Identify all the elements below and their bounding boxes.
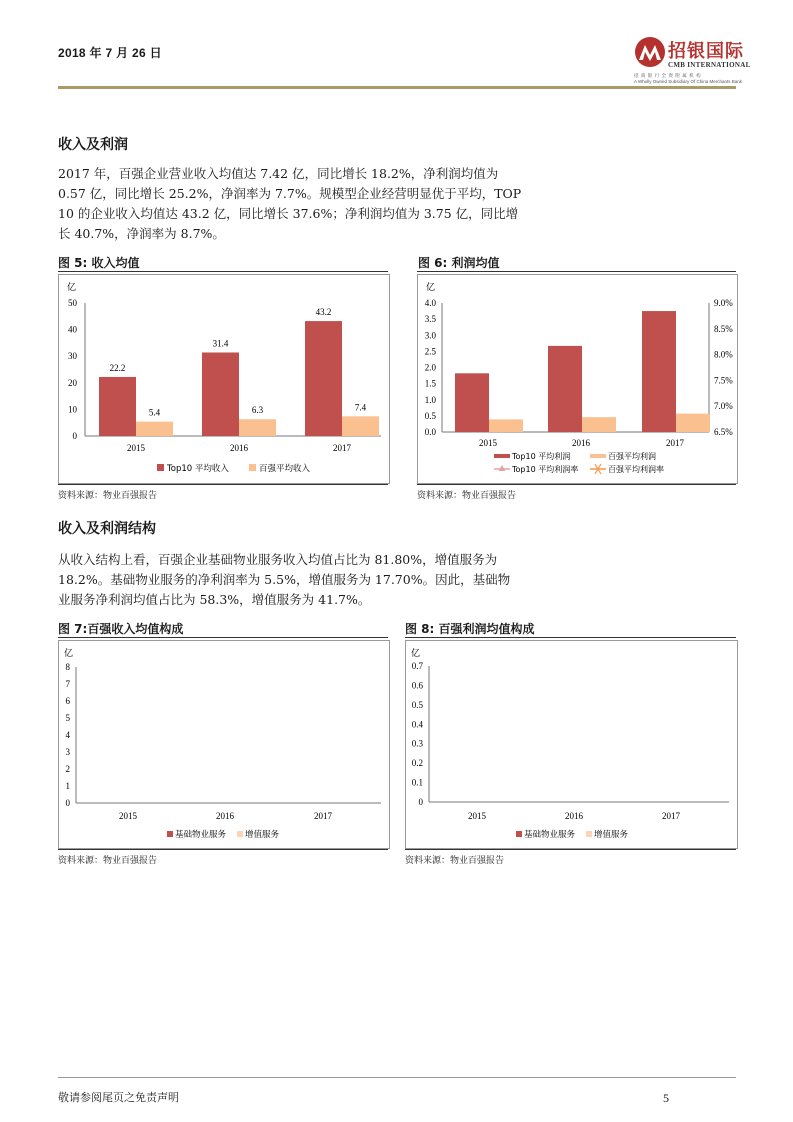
fig6-bars <box>455 311 710 432</box>
fig6-bar-top100-2015 <box>489 419 523 432</box>
fig7-total-2016 <box>219 641 231 643</box>
fig6-bottom-rule <box>417 484 736 485</box>
fig8-xtick: 2016 <box>565 811 583 821</box>
fig6-legend-swatch <box>494 454 510 458</box>
fig7-pct-vas-2016 <box>261 641 284 643</box>
fig6-ytick: 1.0 <box>424 394 436 405</box>
fig7-unit-label: 亿 <box>64 649 74 659</box>
fig6-source: 资料来源：物业百强报告 <box>417 491 517 501</box>
fig8-xtick: 2015 <box>468 811 486 821</box>
fig5-xtick: 2016 <box>230 443 248 453</box>
fig5-unit-label: 亿 <box>67 283 77 293</box>
fig7-ytick: 0 <box>65 798 70 808</box>
fig6-label-top10-2015 <box>464 275 480 277</box>
fig5-title-rule <box>58 271 388 272</box>
fig7-xtick: 2016 <box>216 811 234 821</box>
fig8-total-labels <box>469 641 679 643</box>
fig6-title: 图 6: 利润均值 <box>418 256 500 270</box>
fig5-xtick: 2017 <box>333 443 351 453</box>
fig8-xtick: 2017 <box>662 811 680 821</box>
fig6-ytick: 2.0 <box>424 362 436 373</box>
fig6-legend-label: 百强平均利润 <box>608 452 656 461</box>
fig6-legend-swatch <box>590 454 606 458</box>
text-line: 2017 年，百强企业营业收入均值达 7.42 亿，同比增长 18.2%，净利润均值为 <box>58 166 499 181</box>
fig6-bar-top10-2015 <box>455 373 489 432</box>
fig6-ytick: 2.5 <box>424 346 436 357</box>
text-line: 10 的企业收入均值达 43.2 亿，同比增长 37.6%；净利润均值为 3.75 亿，同比增 <box>58 206 519 221</box>
section-title-income-profit-structure: 收入及利润结构 <box>58 521 156 537</box>
fig7-chart <box>58 640 390 849</box>
section1-paragraph <box>58 164 530 244</box>
fig5-svg <box>59 275 389 483</box>
fig8-axes <box>412 661 729 821</box>
fig6-ytick: 3.5 <box>424 314 436 325</box>
fig6-bar-top100-2017 <box>676 414 710 432</box>
fig6-xtick: 2016 <box>572 438 590 448</box>
fig5-legend-swatch <box>249 464 256 471</box>
text-line: 业服务净利润均值占比为 58.3%，增值服务为 41.7%。 <box>58 592 371 607</box>
fig5-bar-top100-2016 <box>239 419 276 436</box>
fig6-svg <box>418 275 737 483</box>
fig5-ytick: 0 <box>72 431 77 441</box>
fig8-legend-swatch <box>586 831 592 837</box>
fig8-title-rule <box>405 637 736 638</box>
fig7-legend-label: 基础物业服务 <box>175 830 227 840</box>
fig5-chart <box>58 274 390 484</box>
fig6-ytick: 0.5 <box>424 410 436 421</box>
fig6-label-top100-2015 <box>498 275 514 277</box>
fig6-label-top10-2017 <box>651 275 667 277</box>
fig5-legend <box>157 463 311 474</box>
fig7-legend-label: 增值服务 <box>245 830 280 840</box>
fig6-label-top100-margin-2017 <box>678 275 697 277</box>
fig5-ytick: 20 <box>68 377 77 388</box>
fig5-bar-top100-2017 <box>342 416 379 436</box>
fig8-legend-label: 基础物业服务 <box>524 830 576 840</box>
cmb-logo-icon <box>634 36 666 68</box>
fig8-unit-label: 亿 <box>411 649 421 659</box>
fig6-y2tick: 7.5% <box>714 375 733 386</box>
fig6-legend <box>494 451 664 474</box>
fig6-xtick: 2015 <box>479 438 497 448</box>
fig5-ytick: 10 <box>68 404 77 415</box>
company-logo <box>634 36 752 86</box>
fig7-title: 图 7:百强收入均值构成 <box>58 622 184 636</box>
fig7-xtick: 2015 <box>119 811 137 821</box>
fig8-legend-swatch <box>516 831 522 837</box>
text-line: 0.57 亿，同比增长 25.2%，净润率为 7.7%。规模型企业经营明显优于平均，TOP <box>58 186 522 201</box>
fig8-bottom-rule <box>405 849 736 850</box>
fig6-title-rule <box>417 271 736 272</box>
logo-tagline-cn: 招商银行全资附属机构 <box>634 74 703 79</box>
fig7-ytick: 2 <box>65 764 70 774</box>
fig7-ytick: 3 <box>65 747 70 757</box>
page-number: 5 <box>663 1091 669 1105</box>
fig6-y2tick: 8.5% <box>714 323 733 334</box>
fig6-bar-top10-2016 <box>548 346 582 432</box>
fig8-pct-vas-2017 <box>702 641 725 643</box>
fig6-bar-top10-2017 <box>642 311 676 432</box>
fig5-label-top10-2017: 43.2 <box>315 307 332 318</box>
fig7-pct-labels <box>165 641 379 643</box>
fig5-title: 图 5: 收入均值 <box>58 256 140 270</box>
fig6-label-top100-margin-2016 <box>584 275 603 277</box>
fig7-pct-vas-2017 <box>356 641 379 643</box>
text-line: 从收入结构上看，百强企业基础物业服务收入均值占比为 81.80%，增值服务为 <box>58 552 498 567</box>
fig8-total-2016 <box>566 641 582 643</box>
fig7-bottom-rule <box>58 849 388 850</box>
fig6-label-top100-margin-2015 <box>479 275 498 277</box>
fig8-ytick: 0.6 <box>411 680 423 691</box>
fig6-chart <box>417 274 738 484</box>
fig6-ytick: 0.0 <box>424 427 436 437</box>
fig6-legend-label: 百强平均利润率 <box>608 465 664 474</box>
fig6-xtick: 2017 <box>666 438 684 448</box>
report-date: 2018 年 7 月 26 日 <box>58 46 162 60</box>
fig5-bar-top10-2016 <box>202 352 239 436</box>
fig5-legend-label: 百强平均收入 <box>259 464 311 474</box>
section-title-income-profit: 收入及利润 <box>58 137 128 153</box>
fig6-y2tick: 8.0% <box>714 349 733 360</box>
fig5-ytick: 50 <box>68 298 77 308</box>
fig7-source: 资料来源：物业百强报告 <box>58 856 158 866</box>
fig6-legend-label: Top10 平均利润 <box>512 452 571 461</box>
fig6-y2tick: 6.5% <box>714 427 733 437</box>
fig8-total-2017 <box>663 641 679 643</box>
fig5-bottom-rule <box>58 484 388 485</box>
fig8-ytick: 0.3 <box>411 738 423 749</box>
fig8-chart <box>405 640 738 849</box>
fig8-ytick: 0.2 <box>411 758 423 769</box>
fig5-label-top100-2015: 5.4 <box>148 407 161 418</box>
fig5-bar-top10-2017 <box>305 321 342 436</box>
fig5-legend-swatch <box>157 464 164 471</box>
footer-divider <box>58 1077 736 1078</box>
fig6-y2tick: 9.0% <box>714 298 733 308</box>
fig7-title-rule <box>58 637 388 638</box>
fig8-svg <box>406 641 737 848</box>
footer-disclaimer: 敬请参阅尾页之免责声明 <box>58 1091 179 1104</box>
fig5-bar-top100-2015 <box>136 422 173 436</box>
fig6-bar-top100-2016 <box>582 417 616 432</box>
fig7-ytick: 1 <box>65 781 70 791</box>
fig8-pct-labels <box>513 641 725 643</box>
fig5-label-top10-2016: 31.4 <box>212 338 229 349</box>
fig8-total-2015 <box>469 641 485 643</box>
fig7-total-2017 <box>317 641 329 643</box>
fig5-label-top100-2017: 7.4 <box>354 402 367 413</box>
fig5-bar-top10-2015 <box>99 377 136 436</box>
fig8-ytick: 0.5 <box>411 699 423 710</box>
fig5-ytick: 40 <box>68 324 77 335</box>
fig8-source: 资料来源：物业百强报告 <box>405 856 505 866</box>
fig7-svg <box>59 641 389 848</box>
fig6-y2tick: 7.0% <box>714 401 733 412</box>
fig8-legend-label: 增值服务 <box>594 830 629 840</box>
fig7-ytick: 6 <box>65 696 70 706</box>
fig8-pct-vas-2016 <box>608 641 631 643</box>
fig8-ytick: 0.1 <box>411 777 423 788</box>
fig6-legend-marker <box>499 465 506 471</box>
fig6-legend-label: Top10 平均利润率 <box>512 465 579 474</box>
logo-tagline-en: A Wholly Owned Subsidiary Of China Merchants Bank <box>634 79 743 84</box>
text-line: 长 40.7%，净润率为 8.7%。 <box>58 226 225 241</box>
fig5-xtick: 2015 <box>127 443 145 453</box>
header-divider <box>58 86 736 89</box>
fig8-legend <box>516 829 629 840</box>
fig5-ytick: 30 <box>68 351 77 362</box>
fig7-legend <box>167 829 280 840</box>
fig7-xtick: 2017 <box>314 811 332 821</box>
logo-cn-text: 招银国际 <box>668 41 744 62</box>
fig7-legend-swatch <box>167 831 173 837</box>
fig8-ytick: 0.7 <box>411 661 423 671</box>
fig7-ytick: 5 <box>65 713 70 723</box>
logo-en-text: CMB INTERNATIONAL <box>668 61 751 69</box>
fig7-ytick: 7 <box>65 679 70 689</box>
fig5-source: 资料来源：物业百强报告 <box>58 491 158 501</box>
fig8-pct-vas-2015 <box>513 641 536 643</box>
fig5-legend-label: Top10 平均收入 <box>167 464 229 474</box>
text-line: 18.2%。基础物业服务的净利润率为 5.5%，增值服务为 17.70%。因此，基础物 <box>58 572 511 587</box>
fig7-ytick: 8 <box>65 662 70 672</box>
fig8-title: 图 8: 百强利润均值构成 <box>405 622 535 636</box>
fig6-ytick: 4.0 <box>424 298 436 308</box>
fig7-pct-vas-2015 <box>165 641 188 643</box>
fig7-total-labels <box>122 641 329 643</box>
fig7-total-2015 <box>122 641 134 643</box>
fig8-ytick: 0 <box>418 797 423 807</box>
fig5-bars <box>99 321 379 436</box>
fig6-ytick: 3.0 <box>424 330 436 341</box>
fig7-axes <box>66 662 382 821</box>
fig5-label-top10-2015: 22.2 <box>109 362 126 373</box>
section2-paragraph <box>58 550 530 610</box>
fig6-ytick: 1.5 <box>424 378 436 389</box>
fig7-ytick: 4 <box>65 730 70 740</box>
fig5-label-top100-2016: 6.3 <box>251 405 264 416</box>
fig8-ytick: 0.4 <box>411 719 423 730</box>
fig6-unit-label: 亿 <box>426 283 436 293</box>
fig7-legend-swatch <box>237 831 243 837</box>
